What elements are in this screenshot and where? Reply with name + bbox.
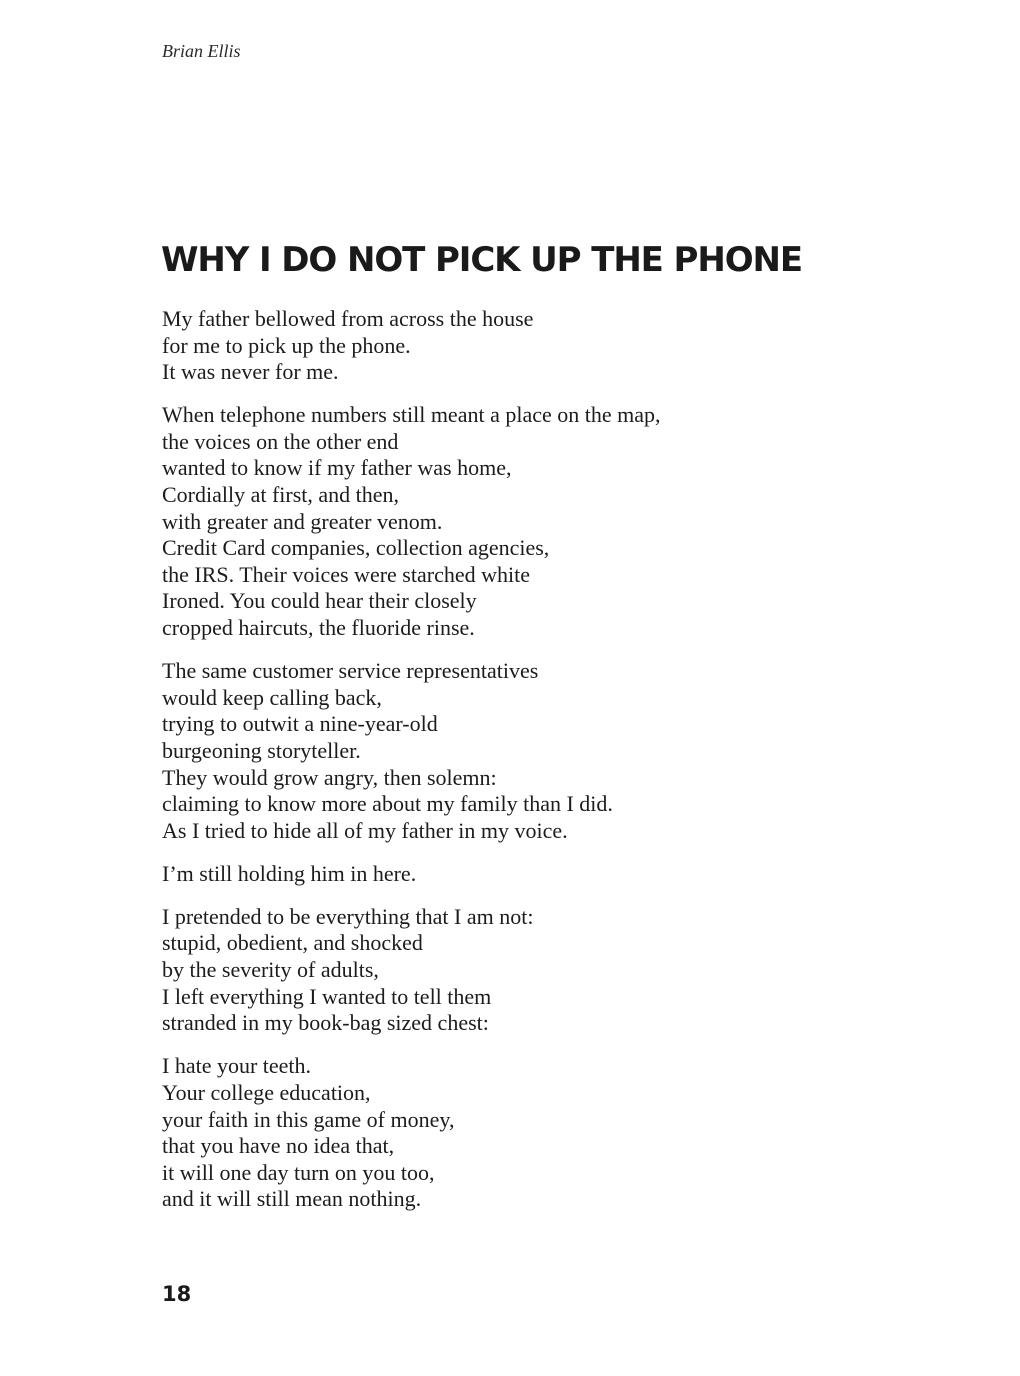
poem-line: It was never for me. xyxy=(162,359,339,385)
poem-line: the IRS. Their voices were starched white xyxy=(162,561,530,587)
poem-line: your faith in this game of money, xyxy=(162,1106,455,1132)
poem-line: Cordially at first, and then, xyxy=(162,482,400,508)
poem-line: Credit Card companies, collection agencies, xyxy=(162,535,550,561)
stanza xyxy=(162,1053,862,1213)
poem-line: would keep calling back, xyxy=(162,684,382,710)
poem-line: with greater and greater venom. xyxy=(162,508,443,534)
poem-line: and it will still mean nothing. xyxy=(162,1186,422,1212)
poem-line: for me to pick up the phone. xyxy=(162,332,411,358)
poem-line: I’m still holding him in here. xyxy=(162,860,417,886)
stanza xyxy=(162,861,862,888)
poem-line: I left everything I wanted to tell them xyxy=(162,983,492,1009)
stanza xyxy=(162,904,862,1037)
poem-line: wanted to know if my father was home, xyxy=(162,455,512,481)
poem-line: it will one day turn on you too, xyxy=(162,1159,435,1185)
poem-line: I pretended to be everything that I am not: xyxy=(162,903,534,929)
poem-line: trying to outwit a nine-year-old xyxy=(162,711,438,737)
stanza xyxy=(162,306,862,386)
poem-line: stranded in my book-bag sized chest: xyxy=(162,1010,489,1036)
poem-line: I hate your teeth. xyxy=(162,1053,312,1079)
poem-line: They would grow angry, then solemn: xyxy=(162,764,497,790)
running-head-author: Brian Ellis xyxy=(162,41,241,61)
poem-body xyxy=(162,306,862,1229)
poem-line: Ironed. You could hear their closely xyxy=(162,588,477,614)
stanza xyxy=(162,402,862,641)
poem-line: When telephone numbers still meant a place on the map, xyxy=(162,402,661,428)
poem-line: cropped haircuts, the fluoride rinse. xyxy=(162,615,475,641)
poem-line: The same customer service representatives xyxy=(162,658,539,684)
poem-line: that you have no idea that, xyxy=(162,1133,395,1159)
poem-line: by the severity of adults, xyxy=(162,957,379,983)
poem-line: As I tried to hide all of my father in my voice. xyxy=(162,817,568,843)
poem-line: claiming to know more about my family than I did. xyxy=(162,791,613,817)
page-number: 18 xyxy=(162,1282,192,1306)
poem-line: stupid, obedient, and shocked xyxy=(162,930,423,956)
stanza xyxy=(162,658,862,844)
poem-line: Your college education, xyxy=(162,1079,371,1105)
poem-line: burgeoning storyteller. xyxy=(162,737,361,763)
poem-title: WHY I DO NOT PICK UP THE PHONE xyxy=(161,240,802,280)
poem-line: My father bellowed from across the house xyxy=(162,306,534,331)
poem-line: the voices on the other end xyxy=(162,428,399,454)
